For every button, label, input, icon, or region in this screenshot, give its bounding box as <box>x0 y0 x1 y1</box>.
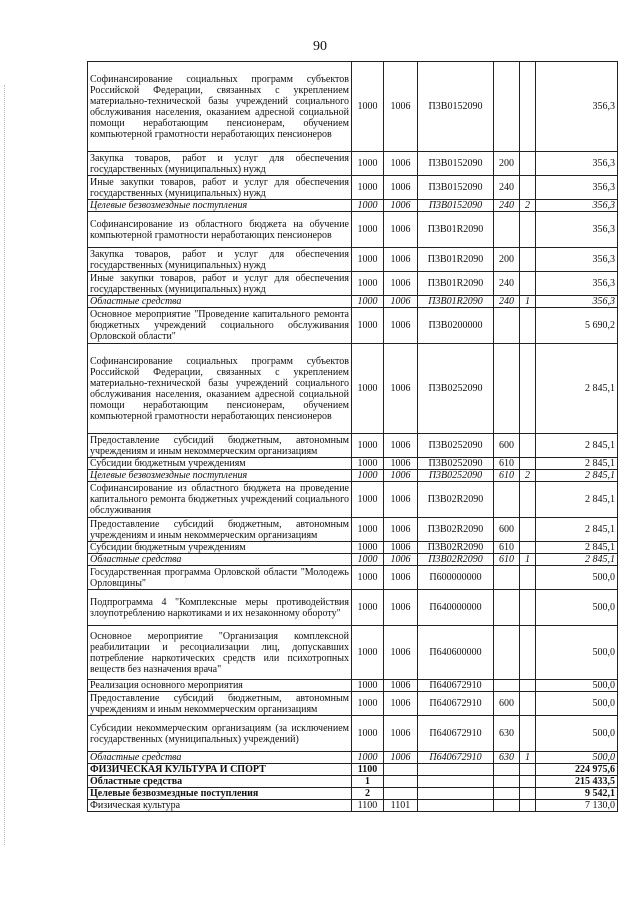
subsection-code-cell: 1006 <box>384 458 418 470</box>
funding-source-cell <box>520 434 536 458</box>
expense-type-cell: 610 <box>494 458 520 470</box>
table-row <box>88 518 618 542</box>
section-code-cell: 1 <box>352 776 384 788</box>
amount-cell: 500,0 <box>536 692 618 716</box>
target-item-cell: П640672910 <box>418 692 494 716</box>
table-row <box>88 470 618 482</box>
expense-type-cell: 610 <box>494 554 520 566</box>
target-item-cell: П640672910 <box>418 752 494 764</box>
expense-type-cell: 630 <box>494 752 520 764</box>
target-item-cell: П3В02R2090 <box>418 518 494 542</box>
amount-cell: 2 845,1 <box>536 554 618 566</box>
amount-cell: 500,0 <box>536 566 618 590</box>
row-name-cell: Целевые безвозмездные поступления <box>88 200 352 212</box>
target-item-cell <box>418 764 494 776</box>
section-code-cell: 1000 <box>352 482 384 518</box>
funding-source-cell <box>520 212 536 248</box>
subsection-code-cell: 1006 <box>384 542 418 554</box>
subsection-code-cell: 1006 <box>384 566 418 590</box>
funding-source-cell <box>520 788 536 800</box>
expense-type-cell: 240 <box>494 272 520 296</box>
expense-type-cell: 200 <box>494 248 520 272</box>
table-row <box>88 590 618 626</box>
section-code-cell: 1000 <box>352 566 384 590</box>
target-item-cell: П3В0152090 <box>418 62 494 152</box>
row-name-cell: Основное мероприятие "Проведение капитального ремонта бюджетных учреждений социального обслуживания Орловской области" <box>88 308 352 344</box>
subsection-code-cell: 1006 <box>384 752 418 764</box>
expense-type-cell <box>494 482 520 518</box>
subsection-code-cell <box>384 764 418 776</box>
funding-source-cell <box>520 248 536 272</box>
table-row <box>88 800 618 812</box>
subsection-code-cell: 1006 <box>384 626 418 680</box>
amount-cell: 356,3 <box>536 248 618 272</box>
funding-source-cell: 1 <box>520 296 536 308</box>
section-code-cell: 1000 <box>352 518 384 542</box>
table-row <box>88 344 618 434</box>
table-row <box>88 716 618 752</box>
target-item-cell: П3В0152090 <box>418 200 494 212</box>
expense-type-cell <box>494 680 520 692</box>
subsection-code-cell: 1006 <box>384 716 418 752</box>
funding-source-cell <box>520 542 536 554</box>
expense-type-cell: 610 <box>494 470 520 482</box>
target-item-cell: П3В01R2090 <box>418 296 494 308</box>
table-row <box>88 680 618 692</box>
section-code-cell: 1000 <box>352 752 384 764</box>
funding-source-cell <box>520 458 536 470</box>
table-row <box>88 272 618 296</box>
expense-type-cell: 600 <box>494 692 520 716</box>
expense-type-cell <box>494 764 520 776</box>
expense-type-cell: 240 <box>494 200 520 212</box>
table-row <box>88 764 618 776</box>
section-code-cell: 1000 <box>352 458 384 470</box>
section-code-cell: 1100 <box>352 800 384 812</box>
funding-source-cell: 2 <box>520 470 536 482</box>
row-name-cell: Иные закупки товаров, работ и услуг для обеспечения государственных (муниципальных) нужд <box>88 272 352 296</box>
section-code-cell: 1000 <box>352 542 384 554</box>
amount-cell: 356,3 <box>536 200 618 212</box>
table-row <box>88 176 618 200</box>
row-name-cell: Закупка товаров, работ и услуг для обеспечения государственных (муниципальных) нужд <box>88 248 352 272</box>
target-item-cell <box>418 800 494 812</box>
table-row <box>88 752 618 764</box>
row-name-cell: Софинансирование из областного бюджета на проведение капитального ремонта бюджетных учреждений социального обслуживания <box>88 482 352 518</box>
expense-type-cell <box>494 62 520 152</box>
amount-cell: 500,0 <box>536 590 618 626</box>
row-name-cell: Субсидии некоммерческим организациям (за исключением государственных (муниципальных) учреждений) <box>88 716 352 752</box>
row-name-cell: Областные средства <box>88 554 352 566</box>
amount-cell: 356,3 <box>536 212 618 248</box>
target-item-cell: П3В02R2090 <box>418 554 494 566</box>
subsection-code-cell: 1006 <box>384 152 418 176</box>
page-number: 90 <box>313 39 327 54</box>
subsection-code-cell: 1006 <box>384 212 418 248</box>
target-item-cell: П3В0252090 <box>418 434 494 458</box>
expense-type-cell: 600 <box>494 434 520 458</box>
row-name-cell: Софинансирование из областного бюджета на обучение компьютерной грамотности неработающих пенсионеров <box>88 212 352 248</box>
section-code-cell: 1000 <box>352 434 384 458</box>
funding-source-cell: 2 <box>520 200 536 212</box>
amount-cell: 2 845,1 <box>536 470 618 482</box>
funding-source-cell <box>520 776 536 788</box>
expense-type-cell: 610 <box>494 542 520 554</box>
row-name-cell: Предоставление субсидий бюджетным, автономным учреждениям и иным некоммерческим организациям <box>88 434 352 458</box>
amount-cell: 7 130,0 <box>536 800 618 812</box>
table-row <box>88 152 618 176</box>
section-code-cell: 1000 <box>352 212 384 248</box>
subsection-code-cell <box>384 776 418 788</box>
section-code-cell: 1000 <box>352 296 384 308</box>
section-code-cell: 1000 <box>352 272 384 296</box>
table-row <box>88 434 618 458</box>
table-row <box>88 566 618 590</box>
subsection-code-cell: 1006 <box>384 248 418 272</box>
section-code-cell: 1000 <box>352 692 384 716</box>
amount-cell: 9 542,1 <box>536 788 618 800</box>
row-name-cell: Предоставление субсидий бюджетным, автономным учреждениям и иным некоммерческим организациям <box>88 692 352 716</box>
target-item-cell: П3В0252090 <box>418 458 494 470</box>
funding-source-cell <box>520 764 536 776</box>
funding-source-cell <box>520 692 536 716</box>
row-name-cell: ФИЗИЧЕСКАЯ КУЛЬТУРА И СПОРТ <box>88 764 352 776</box>
row-name-cell: Субсидии бюджетным учреждениям <box>88 458 352 470</box>
table-row <box>88 62 618 152</box>
section-code-cell: 1000 <box>352 554 384 566</box>
row-name-cell: Предоставление субсидий бюджетным, автономным учреждениям и иным некоммерческим организациям <box>88 518 352 542</box>
table-row <box>88 626 618 680</box>
subsection-code-cell: 1101 <box>384 800 418 812</box>
amount-cell: 356,3 <box>536 296 618 308</box>
table-row <box>88 200 618 212</box>
target-item-cell: П3В0200000 <box>418 308 494 344</box>
funding-source-cell <box>520 518 536 542</box>
row-name-cell: Физическая культура <box>88 800 352 812</box>
target-item-cell: П640672910 <box>418 716 494 752</box>
row-name-cell: Реализация основного мероприятия <box>88 680 352 692</box>
funding-source-cell <box>520 626 536 680</box>
expense-type-cell <box>494 308 520 344</box>
section-code-cell: 1000 <box>352 680 384 692</box>
expense-type-cell <box>494 788 520 800</box>
funding-source-cell: 1 <box>520 752 536 764</box>
table-row <box>88 788 618 800</box>
expense-type-cell: 240 <box>494 176 520 200</box>
amount-cell: 2 845,1 <box>536 458 618 470</box>
subsection-code-cell: 1006 <box>384 470 418 482</box>
scan-edge-line <box>4 85 6 845</box>
amount-cell: 5 690,2 <box>536 308 618 344</box>
funding-source-cell <box>520 590 536 626</box>
target-item-cell <box>418 788 494 800</box>
section-code-cell: 1000 <box>352 152 384 176</box>
amount-cell: 215 433,5 <box>536 776 618 788</box>
table-row <box>88 296 618 308</box>
subsection-code-cell: 1006 <box>384 272 418 296</box>
target-item-cell: П640672910 <box>418 680 494 692</box>
row-name-cell: Подпрограмма 4 "Комплексные меры противодействия злоупотреблению наркотиками и их незаконному обороту" <box>88 590 352 626</box>
section-code-cell: 1000 <box>352 716 384 752</box>
subsection-code-cell: 1006 <box>384 482 418 518</box>
row-name-cell: Целевые безвозмездные поступления <box>88 470 352 482</box>
expense-type-cell <box>494 344 520 434</box>
table-row <box>88 692 618 716</box>
target-item-cell: П3В0252090 <box>418 344 494 434</box>
amount-cell: 2 845,1 <box>536 434 618 458</box>
subsection-code-cell: 1006 <box>384 554 418 566</box>
expense-type-cell <box>494 800 520 812</box>
row-name-cell: Целевые безвозмездные поступления <box>88 788 352 800</box>
amount-cell: 2 845,1 <box>536 344 618 434</box>
funding-source-cell <box>520 62 536 152</box>
table-row <box>88 554 618 566</box>
section-code-cell: 1000 <box>352 248 384 272</box>
row-name-cell: Субсидии бюджетным учреждениям <box>88 542 352 554</box>
expense-type-cell <box>494 212 520 248</box>
target-item-cell: П3В0152090 <box>418 152 494 176</box>
funding-source-cell <box>520 152 536 176</box>
row-name-cell: Основное мероприятие "Организация комплексной реабилитации и ресоциализации лиц, допускавших потребление наркотических средств или психотропных веществ без назначения врача" <box>88 626 352 680</box>
row-name-cell: Государственная программа Орловской области "Молодежь Орловщины" <box>88 566 352 590</box>
table-row <box>88 212 618 248</box>
amount-cell: 356,3 <box>536 272 618 296</box>
amount-cell: 500,0 <box>536 626 618 680</box>
table-body <box>88 62 618 812</box>
expense-type-cell <box>494 590 520 626</box>
amount-cell: 356,3 <box>536 176 618 200</box>
subsection-code-cell: 1006 <box>384 692 418 716</box>
subsection-code-cell: 1006 <box>384 518 418 542</box>
funding-source-cell <box>520 176 536 200</box>
target-item-cell: П3В02R2090 <box>418 542 494 554</box>
table-row <box>88 542 618 554</box>
funding-source-cell <box>520 308 536 344</box>
subsection-code-cell: 1006 <box>384 434 418 458</box>
table-row <box>88 458 618 470</box>
funding-source-cell: 1 <box>520 554 536 566</box>
expense-type-cell <box>494 626 520 680</box>
funding-source-cell <box>520 566 536 590</box>
target-item-cell: П3В0252090 <box>418 470 494 482</box>
section-code-cell: 1000 <box>352 308 384 344</box>
subsection-code-cell: 1006 <box>384 296 418 308</box>
budget-table <box>87 61 618 812</box>
subsection-code-cell: 1006 <box>384 308 418 344</box>
section-code-cell: 1100 <box>352 764 384 776</box>
target-item-cell: П640000000 <box>418 590 494 626</box>
expense-type-cell: 200 <box>494 152 520 176</box>
expense-type-cell: 630 <box>494 716 520 752</box>
target-item-cell <box>418 776 494 788</box>
row-name-cell: Иные закупки товаров, работ и услуг для обеспечения государственных (муниципальных) нужд <box>88 176 352 200</box>
amount-cell: 2 845,1 <box>536 542 618 554</box>
funding-source-cell <box>520 344 536 434</box>
subsection-code-cell: 1006 <box>384 590 418 626</box>
section-code-cell: 1000 <box>352 176 384 200</box>
section-code-cell: 2 <box>352 788 384 800</box>
row-name-cell: Софинансирование социальных программ субъектов Российской Федерации, связанных с укреплением материально-технической базы учреждений социального обслуживания населения, оказанием адресной социальной помощи неработающим пенсионерам, обучением компьютерной грамотности неработающих пенсионеров <box>88 344 352 434</box>
expense-type-cell <box>494 566 520 590</box>
subsection-code-cell: 1006 <box>384 62 418 152</box>
section-code-cell: 1000 <box>352 344 384 434</box>
target-item-cell: П3В0152090 <box>418 176 494 200</box>
funding-source-cell <box>520 482 536 518</box>
section-code-cell: 1000 <box>352 62 384 152</box>
table-row <box>88 248 618 272</box>
section-code-cell: 1000 <box>352 626 384 680</box>
section-code-cell: 1000 <box>352 470 384 482</box>
amount-cell: 2 845,1 <box>536 518 618 542</box>
table-row <box>88 776 618 788</box>
amount-cell: 224 975,6 <box>536 764 618 776</box>
row-name-cell: Областные средства <box>88 752 352 764</box>
row-name-cell: Областные средства <box>88 776 352 788</box>
funding-source-cell <box>520 272 536 296</box>
funding-source-cell <box>520 716 536 752</box>
row-name-cell: Областные средства <box>88 296 352 308</box>
row-name-cell: Закупка товаров, работ и услуг для обеспечения государственных (муниципальных) нужд <box>88 152 352 176</box>
target-item-cell: П3В02R2090 <box>418 482 494 518</box>
row-name-cell: Софинансирование социальных программ субъектов Российской Федерации, связанных с укреплением материально-технической базы учреждений социального обслуживания населения, оказанием адресной социальной помощи неработающим пенсионерам, обучением компьютерной грамотности неработающих пенсионеров <box>88 62 352 152</box>
subsection-code-cell: 1006 <box>384 200 418 212</box>
table-row <box>88 308 618 344</box>
amount-cell: 356,3 <box>536 62 618 152</box>
subsection-code-cell: 1006 <box>384 680 418 692</box>
target-item-cell: П600000000 <box>418 566 494 590</box>
amount-cell: 500,0 <box>536 716 618 752</box>
amount-cell: 500,0 <box>536 680 618 692</box>
subsection-code-cell <box>384 788 418 800</box>
funding-source-cell <box>520 680 536 692</box>
amount-cell: 500,0 <box>536 752 618 764</box>
table-row <box>88 482 618 518</box>
target-item-cell: П640600000 <box>418 626 494 680</box>
funding-source-cell <box>520 800 536 812</box>
expense-type-cell <box>494 776 520 788</box>
expense-type-cell: 240 <box>494 296 520 308</box>
subsection-code-cell: 1006 <box>384 176 418 200</box>
expense-type-cell: 600 <box>494 518 520 542</box>
target-item-cell: П3В01R2090 <box>418 248 494 272</box>
target-item-cell: П3В01R2090 <box>418 212 494 248</box>
subsection-code-cell: 1006 <box>384 344 418 434</box>
target-item-cell: П3В01R2090 <box>418 272 494 296</box>
section-code-cell: 1000 <box>352 590 384 626</box>
amount-cell: 356,3 <box>536 152 618 176</box>
section-code-cell: 1000 <box>352 200 384 212</box>
amount-cell: 2 845,1 <box>536 482 618 518</box>
